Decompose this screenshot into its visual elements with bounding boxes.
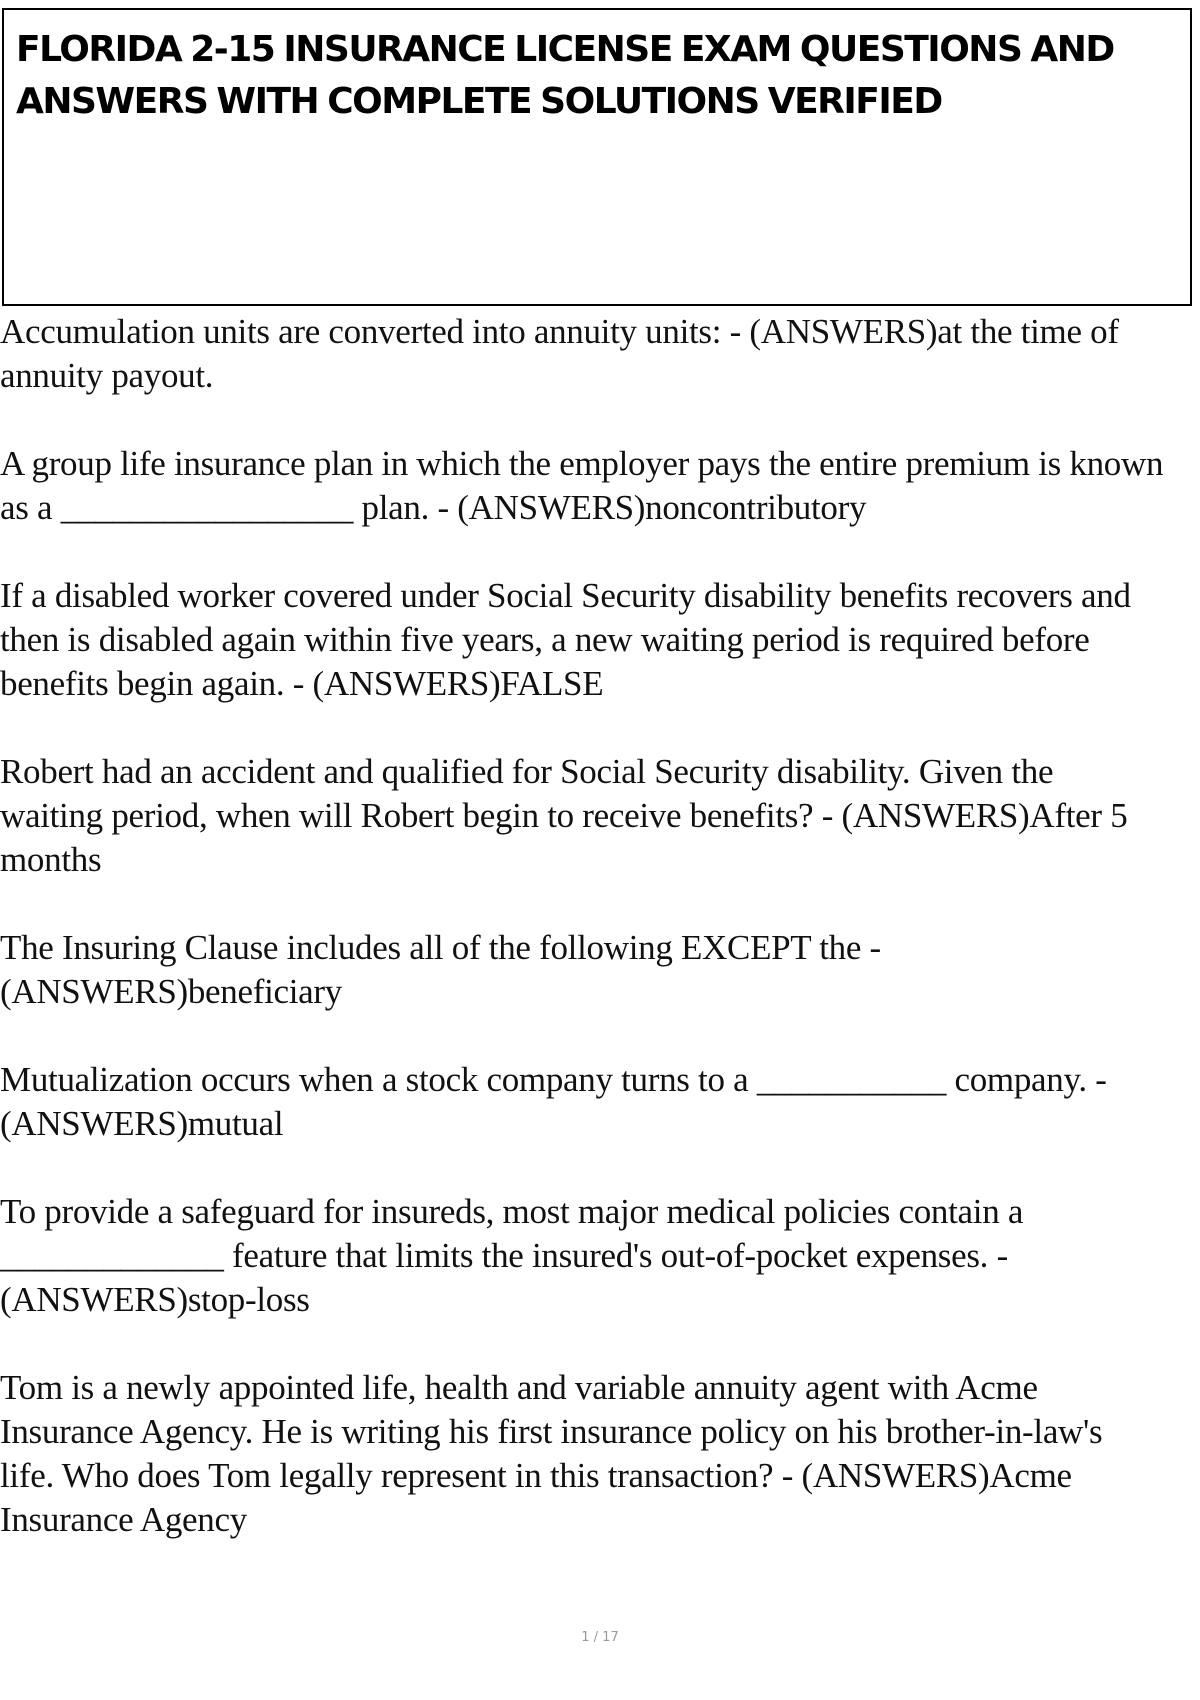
qa-line: _____________ feature that limits the insured's out-of-pocket expenses. - (0, 1236, 1008, 1275)
qa-item (0, 926, 1200, 1014)
qa-line: To provide a safeguard for insureds, most major medical policies contain a (0, 1192, 1024, 1231)
qa-line: A group life insurance plan in which the employer pays the entire premium is known (0, 444, 1164, 483)
qa-line: Accumulation units are converted into annuity units: - (ANSWERS)at the time of (0, 312, 1119, 351)
qa-item (0, 310, 1200, 398)
qa-line: Tom is a newly appointed life, health and variable annuity agent with Acme (0, 1368, 1038, 1407)
page-number: 1 / 17 (581, 1630, 619, 1645)
qa-line: (ANSWERS)stop-loss (0, 1280, 310, 1319)
qa-line: benefits begin again. - (ANSWERS)FALSE (0, 664, 604, 703)
qa-line: Insurance Agency (0, 1500, 247, 1539)
qa-line: then is disabled again within five years, a new waiting period is required before (0, 620, 1090, 659)
qa-item (0, 1190, 1200, 1322)
title-box (2, 8, 1192, 306)
qa-line: as a _________________ plan. - (ANSWERS)noncontributory (0, 488, 867, 527)
qa-item (0, 750, 1200, 882)
qa-line: waiting period, when will Robert begin to receive benefits? - (ANSWERS)After 5 (0, 796, 1128, 835)
qa-line: If a disabled worker covered under Social Security disability benefits recovers and (0, 576, 1131, 615)
title-line-1: FLORIDA 2-15 INSURANCE LICENSE EXAM QUESTIONS AND (16, 29, 1114, 70)
qa-line: (ANSWERS)beneficiary (0, 972, 342, 1011)
qa-line: The Insuring Clause includes all of the following EXCEPT the - (0, 928, 881, 967)
qa-line: months (0, 840, 102, 879)
qa-line: life. Who does Tom legally represent in this transaction? - (ANSWERS)Acme (0, 1456, 1072, 1495)
qa-line: annuity payout. (0, 356, 214, 395)
qa-item (0, 442, 1200, 530)
qa-item (0, 574, 1200, 706)
qa-line: (ANSWERS)mutual (0, 1104, 284, 1143)
qa-line: Mutualization occurs when a stock company turns to a ___________ company. - (0, 1060, 1107, 1099)
document-title (4, 10, 1190, 128)
qa-item (0, 1366, 1200, 1542)
qa-line: Insurance Agency. He is writing his first insurance policy on his brother-in-law's (0, 1412, 1103, 1451)
title-line-2: ANSWERS WITH COMPLETE SOLUTIONS VERIFIED (16, 81, 942, 122)
qa-item (0, 1058, 1200, 1146)
qa-line: Robert had an accident and qualified for Social Security disability. Given the (0, 752, 1054, 791)
qa-list (0, 310, 1200, 1586)
